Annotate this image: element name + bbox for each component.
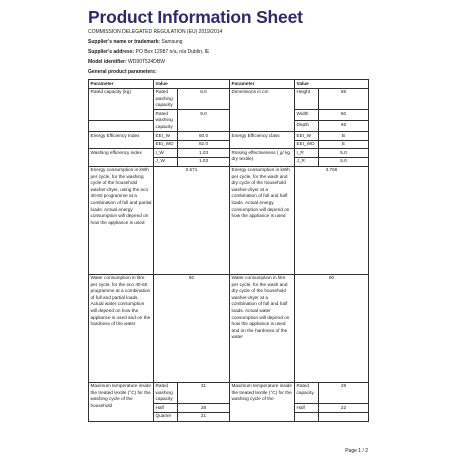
table-row: [89, 149, 369, 158]
temp-washing-rated-label: Rated washing capacity: [154, 382, 178, 404]
blank-cell: [319, 412, 369, 421]
rated-drying-capacity-label: Rated washing capacity: [154, 88, 178, 110]
header-parameter: Parameter: [89, 80, 154, 89]
washing-iw-label: I_W: [154, 149, 178, 158]
energy-consumption-wash-dry-label: Energy consumption in kWh per cycle, for the wash and dry cycle of the household washer-dryer at a combination of full and half loads. Actual energy consumption will depend on how the appliance is used: [230, 166, 295, 274]
width-label: Width: [295, 110, 319, 121]
temp-wash-dry-rated-value: 29: [319, 382, 369, 404]
table-row: [89, 166, 369, 274]
temp-washing-rated-value: 31: [178, 382, 230, 404]
temp-washing-quarter-value: 21: [178, 412, 230, 421]
rated-drying-capacity-value: 6.0: [178, 88, 230, 110]
supplier-address-row: [88, 49, 368, 56]
eei-w-value: 60.0: [178, 132, 230, 141]
dimensions-label: Dimensions in cm: [230, 88, 295, 132]
table-header-row: [89, 80, 369, 89]
washing-jw-label: J_W: [154, 157, 178, 166]
eei-w-label: EEI_W: [154, 132, 178, 141]
page-number: Page 1 / 2: [345, 448, 368, 454]
height-value: 85: [319, 88, 369, 110]
supplier-name-value: Samsung: [161, 39, 183, 45]
model-identifier-row: [88, 59, 368, 66]
water-consumption-washing-value: 50: [154, 274, 230, 382]
header-value: Value: [154, 80, 230, 89]
supplier-address-value: PO Box 12987 n/a, n/a Dublin, IE: [135, 49, 210, 55]
class-w-value: B: [319, 132, 369, 141]
depth-value: 65: [319, 121, 369, 132]
energy-consumption-washing-value: 0.571: [154, 166, 230, 274]
table-row: [89, 382, 369, 404]
depth-label: Depth: [295, 121, 319, 132]
water-consumption-washing-label: Water consumption in litre per cycle, for the eco 40-60 programme at a combination of full and partial loads. Actual water consumption will depend on how the appliance is used and on the hardness of the water: [89, 274, 154, 382]
temp-washing-quarter-label: Quarter: [154, 412, 178, 421]
table-row: [89, 274, 369, 382]
supplier-name-label: Supplier's name or trademark:: [88, 39, 161, 45]
blank-cell: [89, 121, 154, 132]
class-w-label: EEI_W: [295, 132, 319, 141]
max-temperature-washing-label: Maximum temperature inside the treated textile (°C) for the washing cycle of the household: [89, 382, 154, 421]
supplier-name-row: [88, 39, 368, 46]
energy-efficiency-class-label: Energy Efficiency class: [230, 132, 295, 149]
rinsing-jr-label: J_R: [295, 157, 319, 166]
class-wd-value: E: [319, 140, 369, 149]
model-identifier-label: Model identifier:: [88, 59, 127, 65]
temp-wash-dry-half-value: 22: [319, 404, 369, 413]
general-parameters-heading: General product parameters:: [88, 69, 157, 75]
parameters-table: [88, 79, 369, 422]
temp-wash-dry-half-label: Half: [295, 404, 319, 413]
eei-wd-value: 82.0: [178, 140, 230, 149]
supplier-address-label: Supplier's address:: [88, 49, 135, 55]
table-row: [89, 88, 369, 110]
energy-efficiency-index-label: Energy Efficiency Index: [89, 132, 154, 149]
water-consumption-wash-dry-label: Water consumption in litre per cycle, for the wash and dry cycle of the household washer-dryer at a combination of full and half loads. Actual water consumption will depend on how the appliance is used and on the hardness of the water: [230, 274, 295, 382]
rinsing-label: Rinsing effectiveness ( g/ kg dry textile): [230, 149, 295, 166]
model-identifier-value: WD90T534DBW: [128, 59, 165, 65]
page-title: Product Information Sheet: [88, 7, 303, 27]
energy-consumption-washing-label: Energy consumption in kWh per cycle, for the washing cycle of the household washer-dryer, using the eco 40-60 programme at a combination of full and partial loads. Actual energy consumption will depend on how the appliance is used: [89, 166, 154, 274]
energy-consumption-wash-dry-value: 3.766: [295, 166, 369, 274]
regulation-subtitle: COMMISSION DELEGATED REGULATION (EU) 2019/2014: [88, 29, 223, 35]
temp-washing-half-label: Half: [154, 404, 178, 413]
blank-cell: [295, 412, 319, 421]
rated-washing-capacity-value: 9.0: [178, 110, 230, 132]
washing-jw-value: 1.03: [178, 157, 230, 166]
header-value: Value: [295, 80, 369, 89]
rated-capacity-label: Rated capacity (kg): [89, 88, 154, 121]
eei-wd-label: EEI_WD: [154, 140, 178, 149]
water-consumption-wash-dry-value: 90: [295, 274, 369, 382]
table-row: [89, 132, 369, 141]
temp-wash-dry-rated-label: Rated capacity: [295, 382, 319, 404]
header-parameter: Parameter: [230, 80, 295, 89]
rinsing-jr-value: 5.0: [319, 157, 369, 166]
width-value: 60: [319, 110, 369, 121]
washing-index-label: Washing efficiency index: [89, 149, 154, 166]
class-wd-label: EEI_WD: [295, 140, 319, 149]
height-label: Height: [295, 88, 319, 110]
temp-washing-half-value: 28: [178, 404, 230, 413]
rinsing-ir-label: I_R: [295, 149, 319, 158]
rinsing-ir-value: 5.0: [319, 149, 369, 158]
product-information-sheet: [88, 6, 368, 422]
rated-washing-capacity-label: Rated washing capacity: [154, 110, 178, 132]
max-temperature-wash-dry-label: Maximum temperature inside the treated textile (°C) for the washing cycle of the: [230, 382, 295, 421]
washing-iw-value: 1.03: [178, 149, 230, 158]
